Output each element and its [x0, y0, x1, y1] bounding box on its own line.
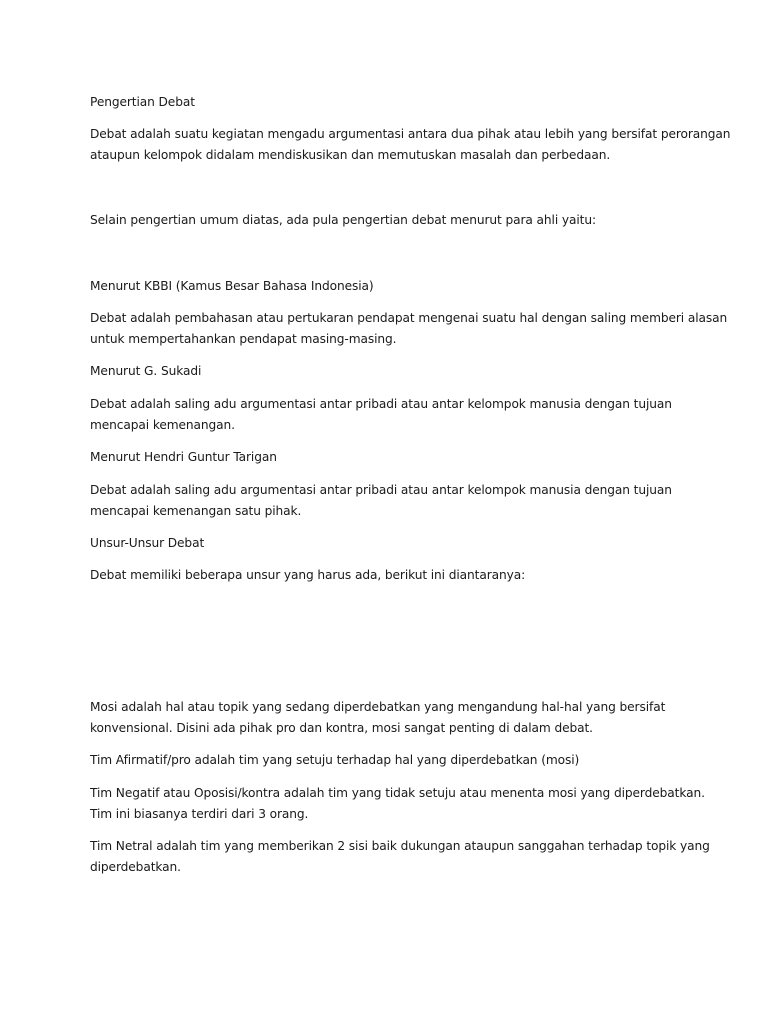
- sukadi-paragraph: Debat adalah saling adu argumentasi antar pribadi atau antar kelompok manusia dengan tujuan mencapai kemenangan.: [90, 397, 672, 432]
- unsur-intro-paragraph: Debat memiliki beberapa unsur yang harus ada, berikut ini diantaranya:: [90, 568, 526, 582]
- sukadi-heading: Menurut G. Sukadi: [90, 364, 202, 378]
- mosi-paragraph: Mosi adalah hal atau topik yang sedang diperdebatkan yang mengandung hal-hal yang bersifat konvensional. Disini ada pihak pro dan kontra, mosi sangat penting di dalam debat.: [90, 700, 666, 735]
- intro-paragraph: Debat adalah suatu kegiatan mengadu argumentasi antara dua pihak atau lebih yang bersifat perorangan ataupun kelompok didalam mendiskusikan dan memutuskan masalah dan perbedaan.: [90, 127, 731, 162]
- kbbi-paragraph: Debat adalah pembahasan atau pertukaran pendapat mengenai suatu hal dengan saling memberi alasan untuk mempertahankan pendapat masing-masing.: [90, 311, 728, 346]
- netral-paragraph: Tim Netral adalah tim yang memberikan 2 sisi baik dukungan ataupun sanggahan terhadap topik yang diperdebatkan.: [90, 839, 710, 874]
- negatif-paragraph: Tim Negatif atau Oposisi/kontra adalah tim yang tidak setuju atau menenta mosi yang diperdebatkan. Tim ini biasanya terdiri dari 3 orang.: [90, 786, 705, 821]
- afirmatif-paragraph: Tim Afirmatif/pro adalah tim yang setuju terhadap hal yang diperdebatkan (mosi): [90, 753, 580, 767]
- document-title: Pengertian Debat: [90, 95, 195, 109]
- tarigan-heading: Menurut Hendri Guntur Tarigan: [90, 450, 277, 464]
- tarigan-paragraph: Debat adalah saling adu argumentasi antar pribadi atau antar kelompok manusia dengan tujuan mencapai kemenangan satu pihak.: [90, 483, 672, 518]
- unsur-heading: Unsur-Unsur Debat: [90, 536, 205, 550]
- lead-paragraph: Selain pengertian umum diatas, ada pula pengertian debat menurut para ahli yaitu:: [90, 213, 596, 227]
- kbbi-heading: Menurut KBBI (Kamus Besar Bahasa Indonesia): [90, 279, 374, 293]
